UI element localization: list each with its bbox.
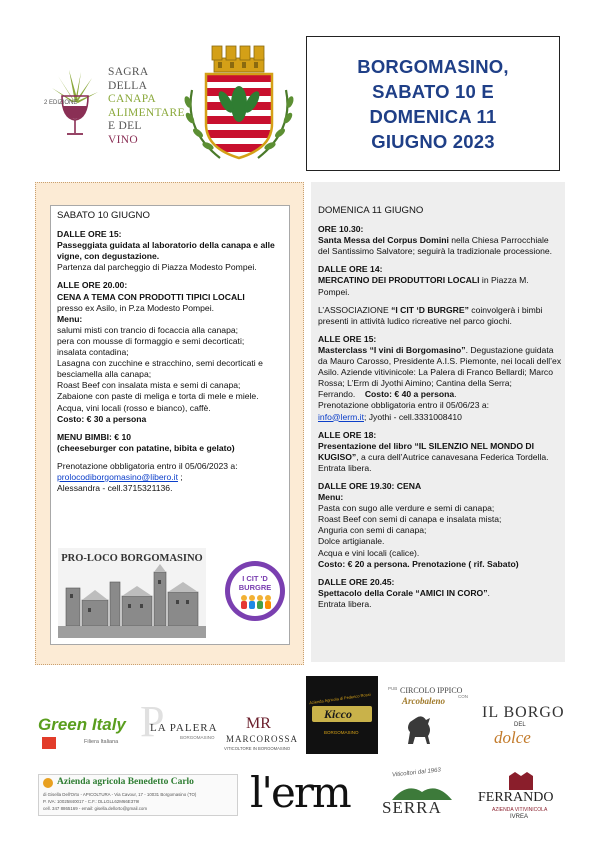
event-desc: . Degustazione guidata da Mauro Carosso, Presidente A.I.S. Piemonte, nei locali dell’ex Asilo. Aziende vitivinicole: La Palera di Franco Bellardi; Marco Rossa; L’Erm di Jyothi Aimino; Cantina della Serra; Ferrando. [318, 344, 562, 400]
circolo-con: CON [458, 694, 468, 699]
kicco-bottom-text: BORGOMASINO [324, 730, 359, 735]
menu-item: Anguria con semi di canapa; [318, 525, 427, 536]
sponsor-marco-rossa [222, 715, 304, 755]
kids-menu-desc: (cheeseburger con patatine, bibita e gelato) [57, 442, 235, 453]
ferrando-city: IVREA [510, 814, 529, 820]
event-title-line: BORGOMASINO, [357, 55, 509, 77]
serra-name: SERRA [382, 798, 442, 817]
contact-phone: ; Jyothi - cell.3331008410 [363, 411, 462, 422]
event-title-box [306, 36, 560, 171]
kicco-name: Kicco [324, 707, 352, 721]
la-palera-name: LA PALERA [150, 722, 218, 734]
menu-item: pera con mousse di formaggio e semi decorticati; [57, 335, 245, 346]
event-title-line: SABATO 10 E [372, 80, 494, 102]
sponsor-lerm [248, 770, 368, 824]
benedetto-name: Azienda agricola Benedetto Carlo [57, 777, 194, 787]
sagra-logo [42, 62, 192, 146]
email-separator: ; [177, 471, 183, 482]
marco-rossa-sub: VITICOLTORE IN BORGOMASINO [224, 746, 291, 751]
sunday-heading: DOMENICA 11 GIUGNO [318, 205, 424, 216]
menu-item: Dolce artigianale. [318, 536, 385, 547]
saturday-heading: SABATO 10 GIUGNO [57, 210, 150, 221]
sponsor-kicco [306, 676, 378, 754]
cit-line: I CIT 'D [242, 574, 268, 583]
menu-label: Menu: [57, 313, 83, 324]
entry-note: Entrata libera. [318, 462, 372, 473]
logo-line: DELLA [108, 79, 148, 92]
kicco-top-text: Azienda Agricola di Federico Rossi [308, 691, 371, 706]
event-time: ALLE ORE 20.00: [57, 280, 128, 291]
horse-icon [400, 710, 440, 750]
event-desc: L’ASSOCIAZIONE [318, 304, 392, 315]
event-time: DALLE ORE 15: [57, 229, 122, 240]
event-time: DALLE ORE 20.45: [318, 576, 395, 587]
logo-line: VINO [108, 133, 138, 146]
event-time: ALLE ORE 15: [318, 333, 377, 344]
logo-line: ALIMENTARE [108, 106, 185, 119]
sponsor-circolo-ippico [386, 686, 472, 752]
borgo-line2: DEL [514, 722, 526, 728]
event-title: MERCATINO DEI PRODUTTORI LOCALI [318, 275, 480, 286]
proloco-email-link[interactable]: prolocodiborgomasino@libero.it [57, 471, 178, 482]
event-desc: Partenza dal parcheggio di Piazza Modesto Pompei. [57, 262, 257, 273]
lerm-name: l'erm [250, 768, 350, 817]
logo-line: CANAPA [108, 93, 157, 105]
entry-note: Entrata libera. [318, 598, 372, 609]
la-palera-mark-icon: P [140, 697, 165, 746]
sponsor-azienda-benedetto [38, 774, 238, 816]
cost: Costo: € 40 a persona [364, 389, 455, 400]
event-desc: in Piazza M. Pompei. [318, 275, 529, 297]
menu-item: Acqua e vini locali (calice). [318, 547, 420, 558]
event-title: Presentazione del libro “IL SILENZIO NEL MONDO DI KUGISO” [318, 440, 534, 462]
menu-item: Zabaione con paste di meliga e torta di mele e miele. [57, 391, 259, 402]
event-title: Passeggiata guidata al laboratorio della canapa e alle vigne, con degustazione. [57, 240, 275, 262]
cost: Costo: € 30 a persona [57, 413, 147, 424]
event-desc: . [487, 587, 490, 598]
proloco-label: PRO-LOCO BORGOMASINO [61, 553, 203, 564]
cit-line: BURGRE [238, 583, 272, 592]
menu-item: Pasta con sugo alle verdure e semi di canapa; [318, 503, 495, 514]
benedetto-sub: cell. 347 8865169 - email: gisella.dellorto@gmail.com [43, 806, 148, 811]
cost: Costo: € 20 a persona. Prenotazione ( rif. Sabato) [318, 558, 519, 569]
event-title: “I CIT ‘D BURGRE” [391, 304, 469, 315]
event-title: Masterclass “I vini di Borgomasino” [318, 344, 466, 355]
menu-item: Roast Beef con insalata mista e semi di canapa; [57, 380, 241, 391]
marco-rossa-monogram: MR [246, 715, 271, 732]
borgomasino-crest-icon [178, 40, 300, 165]
menu-item: insalata contadina; [57, 347, 129, 358]
bee-icon [43, 778, 53, 788]
event-title-line: DOMENICA 11 [369, 105, 497, 127]
sponsor-serra [378, 766, 466, 824]
event-time: DALLE ORE 14: [318, 264, 383, 275]
circolo-pub: PUB [388, 686, 398, 691]
sponsor-ferrando [476, 770, 566, 824]
ferrando-sub: AZIENDA VITIVINICOLA [492, 807, 548, 813]
event-title: Santa Messa del Corpus Domini [318, 235, 449, 246]
ferrando-crest-icon [506, 770, 536, 790]
logo-edition: 2 EDIZIONE [44, 100, 78, 106]
la-palera-sub: BORGOMASINO [180, 735, 215, 740]
green-italy-badge-icon [42, 737, 56, 749]
event-desc: presso ex Asilo, in P.za Modesto Pompei. [57, 302, 214, 313]
proloco-banner [58, 548, 206, 638]
ferrando-name: FERRANDO [478, 790, 554, 805]
green-italy-sub: Filiera Italiana [84, 739, 119, 745]
event-title: Spettacolo della Corale “AMICI IN CORO” [318, 587, 488, 598]
event-time: ORE 10.30: [318, 224, 364, 235]
event-desc: , a cura dell’Autrice canavesana Federica Tordella. [356, 451, 549, 462]
logo-line: E DEL [108, 120, 142, 132]
circolo-name: Arcobaleno [402, 696, 446, 706]
event-title: CENA A TEMA CON PRODOTTI TIPICI LOCALI [57, 291, 245, 302]
sponsor-la-palera [140, 697, 220, 750]
event-title-line: GIUGNO 2023 [371, 130, 495, 152]
benedetto-sub: P. IVA: 10025840017 - C.F.: DLLGLL62M66E379I [43, 799, 140, 804]
booking-note: Prenotazione obbligatoria entro il 05/06/23 a: [318, 400, 490, 411]
benedetto-sub: di Gisella Dell'Orto - APICOLTURA - Via Cavour, 17 - 10031 Borgomasino (TO) [43, 792, 197, 797]
serra-top: Viticoltori dal 1963 [391, 767, 442, 779]
sunday-program [318, 205, 562, 610]
kids-menu-title: MENU BIMBI: € 10 [57, 431, 132, 442]
event-desc: nella Chiesa Parrocchiale del Santissimo Salvatore; seguirà la tradizionale processione. [318, 235, 553, 257]
menu-label: Menu: [318, 492, 344, 503]
menu-item: Lasagna con zucchine e stracchino, semi decorticati e besciamella alla canapa; [57, 358, 263, 380]
cost-suffix: . [454, 389, 457, 400]
lerm-email-link[interactable]: info@lerm.it [318, 411, 364, 422]
circolo-title: CIRCOLO IPPICO [400, 686, 463, 695]
logo-line: SAGRA [108, 66, 149, 78]
event-time: DALLE ORE 19.30: CENA [318, 480, 422, 491]
sponsor-il-borgo-del-dolce [480, 704, 565, 752]
contact-phone: Alessandra - cell.3715321136. [57, 483, 173, 494]
marco-rossa-name: MARCOROSSA [226, 734, 299, 744]
sponsor-green-italy [38, 713, 133, 753]
event-desc: coinvolgerà i bimbi presenti in attività ludico ricreative nel parco giochi. [318, 304, 543, 326]
hills-icon [392, 780, 452, 800]
event-time: ALLE ORE 18: [318, 429, 377, 440]
booking-note: Prenotazione obbligatoria entro il 05/06/2023 a: [57, 460, 238, 471]
menu-item: Acqua, vini locali (rosso e bianco), caffè. [57, 402, 211, 413]
saturday-program [57, 210, 289, 494]
borgo-line3: dolce [494, 728, 531, 747]
menu-item: salumi misti con trancio di focaccia alla canapa; [57, 324, 239, 335]
borgo-line1: IL BORGO [482, 704, 565, 721]
i-cit-d-burgre-logo [224, 560, 286, 622]
green-italy-name: Green Italy [38, 715, 126, 734]
menu-item: Roast Beef con semi di canapa e insalata mista; [318, 514, 502, 525]
